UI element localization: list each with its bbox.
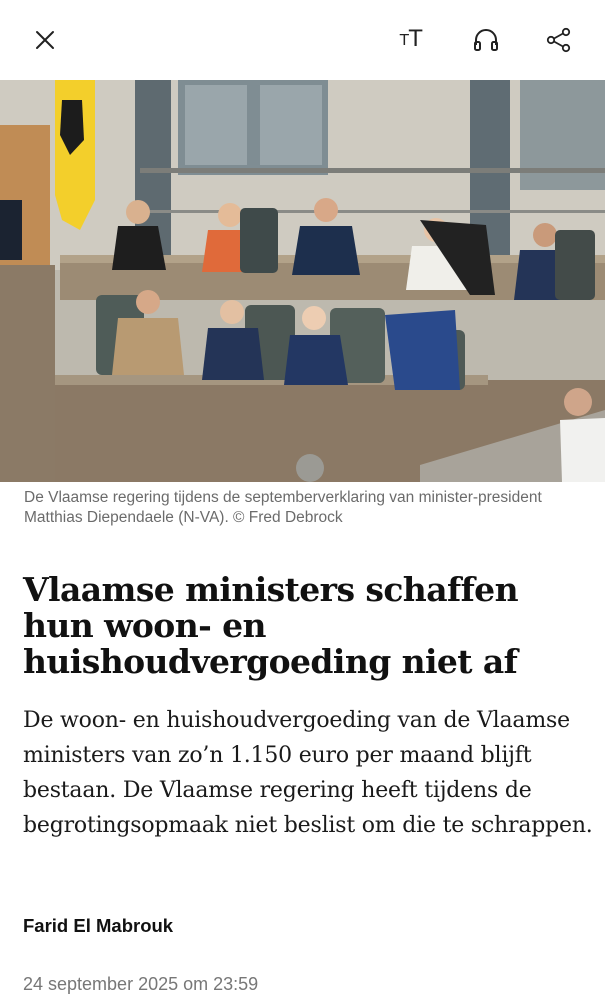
text-size-icon: T (399, 30, 409, 49)
article-headline: Vlaamse ministers schaffen hun woon- en huishoudvergoeding niet af (23, 570, 518, 681)
close-button[interactable] (23, 18, 67, 62)
parliament-photo (0, 80, 605, 482)
photo-caption: De Vlaamse regering tijdens de septemberverklaring van minister-president Matthias Diependaele (N-VA). © Fred Debrock (24, 489, 542, 526)
close-icon (34, 29, 56, 51)
share-button[interactable] (537, 18, 581, 62)
share-icon (546, 27, 572, 53)
author-name[interactable]: Farid El Mabrouk (23, 915, 174, 936)
publish-date: 24 september 2025 om 23:59 (23, 974, 259, 994)
listen-button[interactable] (464, 18, 508, 62)
article-lead: De woon- en huishoudvergoeding van de Vlaamse ministers van zo’n 1.150 euro per maand blijft bestaan. De Vlaamse regering heeft tijdens de begrotingsopmaak niet beslist om die te schrappen. (23, 708, 593, 838)
article-photo[interactable] (0, 80, 605, 482)
top-toolbar (0, 0, 605, 80)
text-size-button[interactable]: T T (399, 27, 423, 52)
headphones-icon (473, 28, 499, 52)
